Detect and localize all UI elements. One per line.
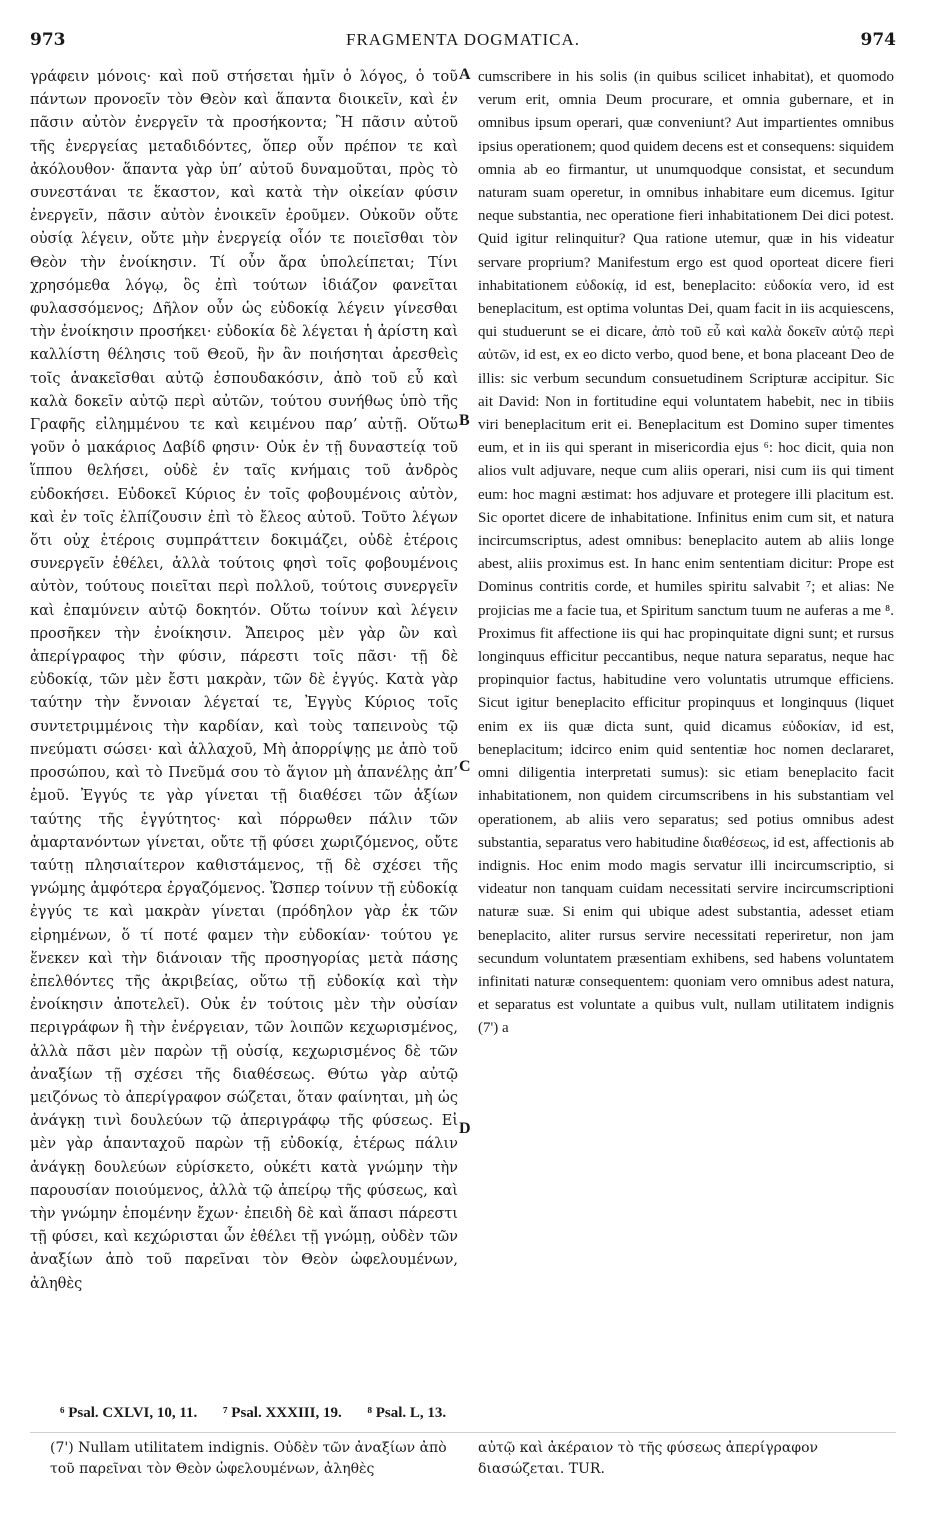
footnote-7: ⁷ Psal. XXXIII, 19. (223, 1405, 342, 1421)
footnote-6: ⁶ Psal. CXLVI, 10, 11. (60, 1405, 198, 1421)
section-marker-a: A (459, 66, 471, 83)
section-marker-b: B (459, 412, 470, 429)
footnote-8: ⁸ Psal. L, 13. (367, 1405, 447, 1421)
scripture-footnotes (60, 1405, 896, 1429)
footnote-divider (30, 1432, 896, 1433)
greek-text-column (30, 66, 458, 1404)
greek-paragraph: γράφειν μόνοις· καὶ ποῦ στήσεται ἡμῖν ὁ λόγος, ὁ τοῦ πάντων προνοεῖν τὸν Θεὸν καὶ ἅπαντα διοικεῖν, καὶ ἐν πᾶσιν αὐτὸν ἐνεργεῖν τὰ προσήκοντα; Ἢ πᾶσιν αὐτοῦ τῆς ἐνεργείας μεταδιδόντες, ὅπερ οὖν πρέπον τε καὶ ἀκόλουθον· ἅπαντα γὰρ ὑπ’ αὐτοῦ δυναμοῦται, πρὸς τὸ συνεστάναι τε ἕκαστον, καὶ κατὰ τὴν οἰκείαν φύσιν ἐνεργεῖν, πᾶσιν αὐτὸν ἐνοικεῖν ἐροῦμεν. Οὐκοῦν οὔτε οὐσίᾳ λέγειν, οὔτε μὴν ἐνεργείᾳ οἷόν τε ποιεῖσθαι τὸν Θεὸν τὴν ἐνοίκησιν. Τί οὖν ἄρα ὑπολείπεται; Τίνι χρησόμεθα λόγῳ, ὃς ἐπὶ τούτων ἰδιάζον φανεῖται φυλασσόμενος; Δῆλον οὖν ὡς εὐδοκίᾳ λέγειν γίνεσθαι τὴν ἐνοίκησιν προσήκει· εὐδοκία δὲ λέγεται ἡ ἀρίστη καὶ καλλίστη θέλησις τοῦ Θεοῦ, ἣν ἂν ποιήσηται ἀρεσθεὶς τοῖς ἀνακεῖσθαι αὐτῷ ἐσπουδακόσιν, ἀπὸ τοῦ εὖ καὶ καλὰ δοκεῖν αὐτῷ περὶ αὐτῶν, τούτου συνήθως ὑπὸ τῆς Γραφῆς εἰλημμένου τε καὶ κειμένου παρ’ αὐτῇ. Οὕτω γοῦν ὁ μακάριος Δαβίδ φησιν· Οὐκ ἐν τῇ δυναστείᾳ τοῦ ἵππου θελήσει, οὐδὲ ἐν ταῖς κνήμαις τοῦ ἀνδρὸς εὐδοκήσει. Εὐδοκεῖ Κύριος ἐν τοῖς φοβουμένοις αὐτὸν, καὶ ἐν τοῖς ἐλπίζουσιν ἐπὶ τὸ ἔλεος αὐτοῦ. Τοῦτο λέγων ὅτι οὐχ ἑτέροις συμπράττειν δοκιμάζει, οὐδὲ ἑτέροις συνεργεῖν ἐθέλει, ἀλλὰ τούτοις φησὶ τοῖς φοβουμένοις αὐτὸν, τούτους ποιεῖται περὶ πολλοῦ, τούτοις συνεργεῖν καὶ ἐπαμύνειν αὐτῷ δοκητόν. Οὕτω τοίνυν καὶ λέγειν προσῆκεν τὴν ἐνοίκησιν. Ἄπειρος μὲν γὰρ ὢν καὶ ἀπερίγραφος τὴν φύσιν, πάρεστι τοῖς πᾶσι· τῇ δὲ εὐδοκίᾳ, τῶν μὲν ἔστι μακρὰν, τῶν δὲ ἐγγύς. Κατὰ γὰρ ταύτην τὴν ἔννοιαν λέγεταί τε, Ἐγγὺς Κύριος τοῖς συντετριμμένοις τὴν καρδίαν, καὶ τοὺς ταπεινοὺς τῷ πνεύματι σώσει· καὶ ἀλλαχοῦ, Μὴ ἀπορρίψῃς με ἀπὸ τοῦ προσώπου, καὶ τὸ Πνεῦμά σου τὸ ἅγιον μὴ ἀπανέλῃς ἀπ’ ἐμοῦ. Ἐγγύς τε γὰρ γίνεται τῇ διαθέσει τῶν ἀξίων ταύτης τῆς ἐγγύτητος· καὶ πόρρωθεν πάλιν τῶν ἁμαρτανόντων γίνεται, οὔτε τῇ φύσει χωριζόμενος, οὔτε ταύτῃ πλησιαίτερον καθιστάμενος, τῇ δὲ σχέσει τῆς γνώμης ἀμφότερα ἐργαζόμενος. Ὥσπερ τοίνυν τῇ εὐδοκίᾳ ἐγγύς τε καὶ μακρὰν γίνεται (πρόδηλον γὰρ ἐκ τῶν εἰρημένων, ὅ τί ποτέ φαμεν τὴν εὐδοκίαν· τούτου γε ἕνεκεν καὶ τὴν διάνοιαν τῆς προσηγορίας μετὰ πάσης ἐπελθόντες τῆς ἀκριβείας, οὕτω τῇ εὐδοκίᾳ καὶ τὴν ἐνοίκησιν ἀποτελεῖ). Οὐκ ἐν τούτοις μὲν τὴν οὐσίαν περιγράφων ἢ τὴν ἐνέργειαν, τῶν λοιπῶν κεχωρισμένος, ἀλλὰ πᾶσι μὲν παρὼν τῇ οὐσίᾳ, κεχωρισμένος δὲ τῶν ἀναξίων τῇ σχέσει τῆς διαθέσεως. Θύτω γὰρ αὐτῷ μειζόνως τὸ ἀπερίγραφον σώζεται, ὅταν φαίνηται, μὴ ὡς ἀνάγκῃ τινὶ δουλεύων τῷ ἀπεριγράφῳ τῆς φύσεως. Εἰ μὲν γὰρ ἁπανταχοῦ παρὼν τῇ εὐδοκίᾳ, ἑτέρως πάλιν ἀνάγκῃ δουλεύων εὑρίσκετο, οὐκέτι κατὰ γνώμην τὴν παρουσίαν ποιούμενος, ἀλλὰ τῷ ἀπείρῳ τῆς φύσεως, καὶ τὴν γνώμην ἑπομένην ἔχων· ἐπειδὴ δὲ καὶ ἅπασι πάρεστι τῇ φύσει, καὶ κεχώρισται ὧν ἐθέλει τῇ γνώμῃ, οὐδὲν τῶν ἀναξίων ἀπὸ τοῦ παρεῖναι τὸν Θεὸν ὠφελουμένων, ἀληθὲς (30, 69, 458, 1292)
latin-paragraph: cumscribere in his solis (in quibus scilicet inhabitat), et quomodo verum erit, omnia Deum procurare, et omnia gubernare, et in omnibus ipsum operari, quæ conveniunt? Aut impartientes omnibus ipsius operationem; quod quidem decens est et consequens: siquidem omnia ab eo firmantur, ut unumquodque consistat, et secundum naturam suam operetur, in omnibus inhabitare eum dicemus. Igitur neque substantia, nec operatione fieri inhabitationem Dei dici potest. Quid igitur relinquitur? Qua ratione utemur, quæ in his videatur servare proprium? Manifestum ergo est quod oporteat dicere fieri inhabitationem εὐδοκίᾳ, id est, beneplacito: εὐδοκία vero, id est beneplacitum, est optima voluntas Dei, quam facit in iis acquiescens, qui studuerunt se ei dicare, ἀπὸ τοῦ εὖ καὶ καλὰ δοκεῖν αὐτῷ περὶ αὐτῶν, id est, ex eo dicto verbo, quod bene, et bona placeant Deo de illis: sic verbum secundum consuetudinem Scripturæ accipitur. Sic ait David: Non in fortitudine equi voluntatem habebit, nec in tibiis viri beneplacitum erit ei. Beneplacitum est Domino super timentes eum, et in iis qui sperant in misericordia ejus ⁶: hoc dicit, quia non alios vult adjuvare, neque cum aliis operari, nisi cum iis qui timent eum: hoc magni æstimat: hos adjuvare et protegere illi placitum est. Sic oportet dicere de inhabitatione. Infinitus enim cum sit, et natura incircumscriptus, adest omnibus: beneplacito autem ab aliis longe abest, aliis proximus est. In hanc enim sententiam dicitur: Prope est Dominus contritis corde, et humiles spiritu salvabit ⁷; et alias: Ne projicias me a facie tua, et Spiritum sanctum tuum ne auferas a me ⁸. Proximus fit affectione iis qui hac propinquitate digni sunt; et rursus longinquus efficitur peccantibus, neque natura separatus, neque hac propinquior factus, habitudine vero voluntatis utrumque efficiens. Sicut igitur beneplacito efficitur propinquus et longinquus (liquet enim ex iis quæ dicta sunt, quid dicamus εὐδοκίαν, id est, beneplacitum; idcirco enim quid sententiæ hoc nomen declararet, omni diligentia interpretati sumus): sic etiam beneplacito facit inhabitationem, non quidem circumscribens in his substantiam vel operationem, ab aliis vero separatus; sed potius omnibus adest substantia, separatus vero habitudine διαθέσεως, id est, affectionis ab indignis. Hoc enim modo magis servatur illi incircumscriptio, si videatur non tanquam cuidam necessitati servire incircumscriptioni naturæ suæ. Si enim qui ubique adest substantia, adesset etiam beneplacito, aliter rursus servire necessitati reperiretur, non jam secundum voluntatem præsentiam exhibens, sed habens voluntatem infinitati naturæ consequentem: quoniam vero omnibus adest natura, et separatus est voluntate a quibus vult, nullam utilitatem indignis (7') a (478, 69, 894, 1037)
page-number-left: 973 (30, 30, 66, 50)
running-header (30, 30, 896, 58)
editor-note-left: (7') Nullam utilitatem indignis. Οὐδὲν τῶν ἀναξίων ἀπὸ τοῦ παρεῖναι τὸν Θεὸν ὠφελουμένων, ἀληθὲς (50, 1440, 447, 1477)
page-number-right: 974 (860, 30, 896, 50)
editor-note-right: αὐτῷ καὶ ἀκέραιον τὸ τῆς φύσεως ἀπερίγραφον διασώζεται. TUR. (478, 1440, 819, 1477)
section-marker-c: C (459, 758, 471, 775)
latin-text-column (478, 66, 894, 1404)
section-marker-d: D (459, 1120, 471, 1137)
running-title: FRAGMENTA DOGMATICA. (346, 30, 580, 49)
